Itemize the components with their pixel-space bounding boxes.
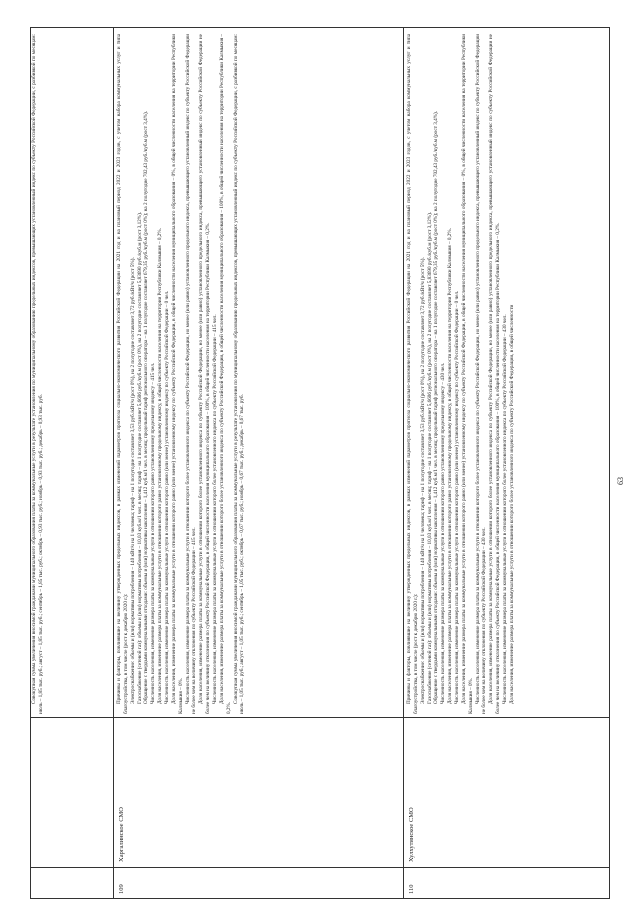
paragraph: Численность населения, изменение размера платы за коммунальные услуги в отношении которого более установленного индекса по субъекту Российской Федерации, но менее (или равно) установленного предельного индекса, превышающего установленный индекс по субъекту Российской Федерации не более чем на величину отклонения по субъекту Российской Федерации – 415 чел. [184,34,198,714]
table-row-110 [404,28,611,898]
paragraph: Доля населения, изменение размера платы за коммунальные услуги в отношении которого равно (или менее) установленному индексу по субъекту Российской Федерации, в общей численности населения муниципального образования – 0%, в общей численности населения на территории Республики Калмыкия – 0%. [460,34,474,714]
row-description [116,34,246,714]
paragraph: Электроснабжение: объемы и (или) нормативы потребления – 140 кВт/ч на 1 человека; тариф – на 1 полугодие составляет 3,53 руб./кВт/ч (рост 0%), на 2 полугодие составляет 3,72 руб./кВт/ч (рост 5%). [419,257,426,704]
paragraph: Доля населения, изменение размера платы за коммунальные услуги в отношении которого равно (или менее) установленному индексу по субъекту Российской Федерации, в общей численности населения муниципального образования – 0%, в общей численности населения на территории Республики Калмыкия – 0%. [170,34,184,714]
page-number: 63 [616,477,625,485]
paragraph: Доля населения, изменение размера платы за коммунальные услуги в отношении которого более установленного индекса по субъекту Российской Федерации, но менее (или равно) установленного предельного индекса, превышающего установленный индекс по субъекту Российской Федерации не более чем на величину отклонения по субъекту Российской Федерации, в общей численности населения муниципального образования – 100%, в общей численности населения на территории Республики Калмыкия – 0,2%. [198,34,212,714]
paragraph: Доля населения, изменение размера платы за коммунальные услуги в отношении которого более установленного индекса по субъекту Российской Федерации, в общей численности населения муниципального образования – 100%, в общей численности населения на территории Республики Калмыкия – 0,2%. [218,34,232,714]
paragraph: Доля населения, изменение размера платы за коммунальные услуги в отношении которого более установленного индекса по субъекту Российской Федерации, в общей численности [508,304,515,704]
data-table [30,27,610,899]
paragraph: Численность населения, изменение размера платы за коммунальные услуги в отношении которого более установленного индекса по субъекту Российской Федерации – 415 чел. [212,314,219,704]
paragraph: Совокупная сумма увеличения вносимой гражданами муниципального образования платы за коммунальные услуги в результате установления по муниципальному образованию предельных индексов, превышающих установленный индекс по субъекту Российской Федерации, с разбивкой по месяцам: июль – 1,05 тыс. руб.; август – 1,05 тыс. руб.; сентябрь – 1,05 тыс. руб.; октябрь – 0,67 тыс. руб.; ноябрь – 0,67 тыс. руб.; декабрь – 0,67 тыс. руб. [232,34,246,714]
paragraph: Численность населения, изменение размера платы за коммунальные услуги в отношении которого равно установленному предельному индексу – 415 чел. [150,362,157,704]
paragraph: Численность населения, изменение размера платы за коммунальные услуги в отношении которого равно установленному предельному индексу – 430 чел. [440,362,447,704]
row-number: 110 [408,884,415,894]
paragraph: Численность населения, изменение размера платы за коммунальные услуги в отношении которого равно (или менее) установленному индексу по субъекту Российской Федерации – 0 чел. [164,290,171,704]
row-municipality-name: Харгалинское СМО [118,807,125,862]
paragraph: Электроснабжение: объемы и (или) нормативы потребления – 140 кВт/ч на 1 человека; тариф – на 1 полугодие составляет 3,53 руб./кВт/ч (рост 0%), на 2 полугодие составляет 3,72 руб./кВт/ч (рост 5%). [129,257,136,704]
paragraph: Газоснабжение (сетевой газ): объемы и (или) нормативы потребления – 10,03 куб.м/1 чел. в месяц; тариф – на 1 полугодие составляет 5,6606 руб./куб.м (рост 0%), на 2 полугодие составляет 5,83690 руб./куб.м (рост 3,12%). [136,211,143,704]
table-row-109 [114,28,404,898]
table-row-continuation [31,28,114,898]
row-description [406,34,516,714]
paragraph: Доля населения, изменение размера платы за коммунальные услуги в отношении которого более установленного индекса по субъекту Российской Федерации, но менее (или равно) установленного предельного индекса, превышающего установленный индекс по субъекту Российской Федерации не более чем на величину отклонения по субъекту Российской Федерации, в общей численности населения муниципального образования – 100%, в общей численности населения на территории Республики Калмыкия – 0,2%. [488,34,502,714]
paragraph: Обращение с твердыми коммунальными отходами: объемы и (или) нормативы накопления – 1,412 куб.м/1 чел. в месяц; предельный тариф регионального оператора – на 1 полугодие составляет 679,35 руб./куб.м (рост 0%); на 2 полугодие 702,43 руб./куб.м (рост 3,4%). [433,110,440,704]
row-description [31,34,45,714]
paragraph: Совокупная сумма увеличения вносимой гражданами муниципального образования платы за коммунальные услуги в результате установления по муниципальному образованию предельных индексов, превышающих установленный индекс по субъекту Российской Федерации, с разбивкой по месяцам: июль – 1,85 тыс. руб.; август – 1,85 тыс. руб.; сентябрь – 1,85 тыс. руб.; октябрь – 0,93 тыс. руб.; ноябрь – 0,93 тыс. руб.; декабрь – 0,93 тыс. руб. [31,34,44,714]
paragraph: Доля населения, изменение размера платы за коммунальные услуги в отношении которого равно установленному предельному индексу, в общей численности населения на территории Республики Калмыкия – 0,2%. [157,228,164,704]
row-municipality-name: Хулхутинское СМО [408,807,415,862]
paragraph: Причины и факторы, повлиявшие на величину утвержденных предельных индексов, в рамках изменений параметров прогноза социально-экономического развития Российской Федерации на 2021 год и на плановый период 2022 и 2023 годов, с учетом набора коммунальных услуг и типа благоустройства, в том числе (рост к декабрю 2020 г.): [406,34,419,714]
paragraph: Доля населения, изменение размера платы за коммунальные услуги в отношении которого равно установленному предельному индексу, в общей численности населения на территории Республики Калмыкия – 0,2%. [447,228,454,704]
row-number: 109 [118,884,125,894]
paragraph: Обращение с твердыми коммунальными отходами: объемы и (или) нормативы накопления – 1,412 куб.м/1 чел. в месяц; предельный тариф регионального оператора – на 1 полугодие составляет 679,35 руб./куб.м (рост 0%); на 2 полугодие 702,43 руб./куб.м (рост 3,4%). [143,110,150,704]
paragraph: Численность населения, изменение размера платы за коммунальные услуги в отношении которого равно (или менее) установленному индексу по субъекту Российской Федерации – 0 чел. [454,290,461,704]
paragraph: Причины и факторы, повлиявшие на величину утвержденных предельных индексов, в рамках изменений параметров прогноза социально-экономического развития Российской Федерации на 2021 год и на плановый период 2022 и 2023 годов, с учетом набора коммунальных услуг и типа благоустройства, в том числе (рост к декабрю 2020 г.): [116,34,129,714]
paragraph: Газоснабжение (сетевой газ): объемы и (или) нормативы потребления – 10,03 куб.м/1 чел. в месяц; тариф – на 1 полугодие составляет 5,6606 руб./куб.м (рост 0%), на 2 полугодие составляет 5,83690 руб./куб.м (рост 3,12%). [426,211,433,704]
paragraph: Численность населения, изменение размера платы за коммунальные услуги в отношении которого более установленного индекса по субъекту Российской Федерации – 430 чел. [502,314,509,704]
paragraph: Численность населения, изменение размера платы за коммунальные услуги в отношении которого более установленного индекса по субъекту Российской Федерации, но менее (или равно) установленного предельного индекса, превышающего установленный индекс по субъекту Российской Федерации не более чем на величину отклонения по субъекту Российской Федерации – 430 чел. [474,34,488,714]
